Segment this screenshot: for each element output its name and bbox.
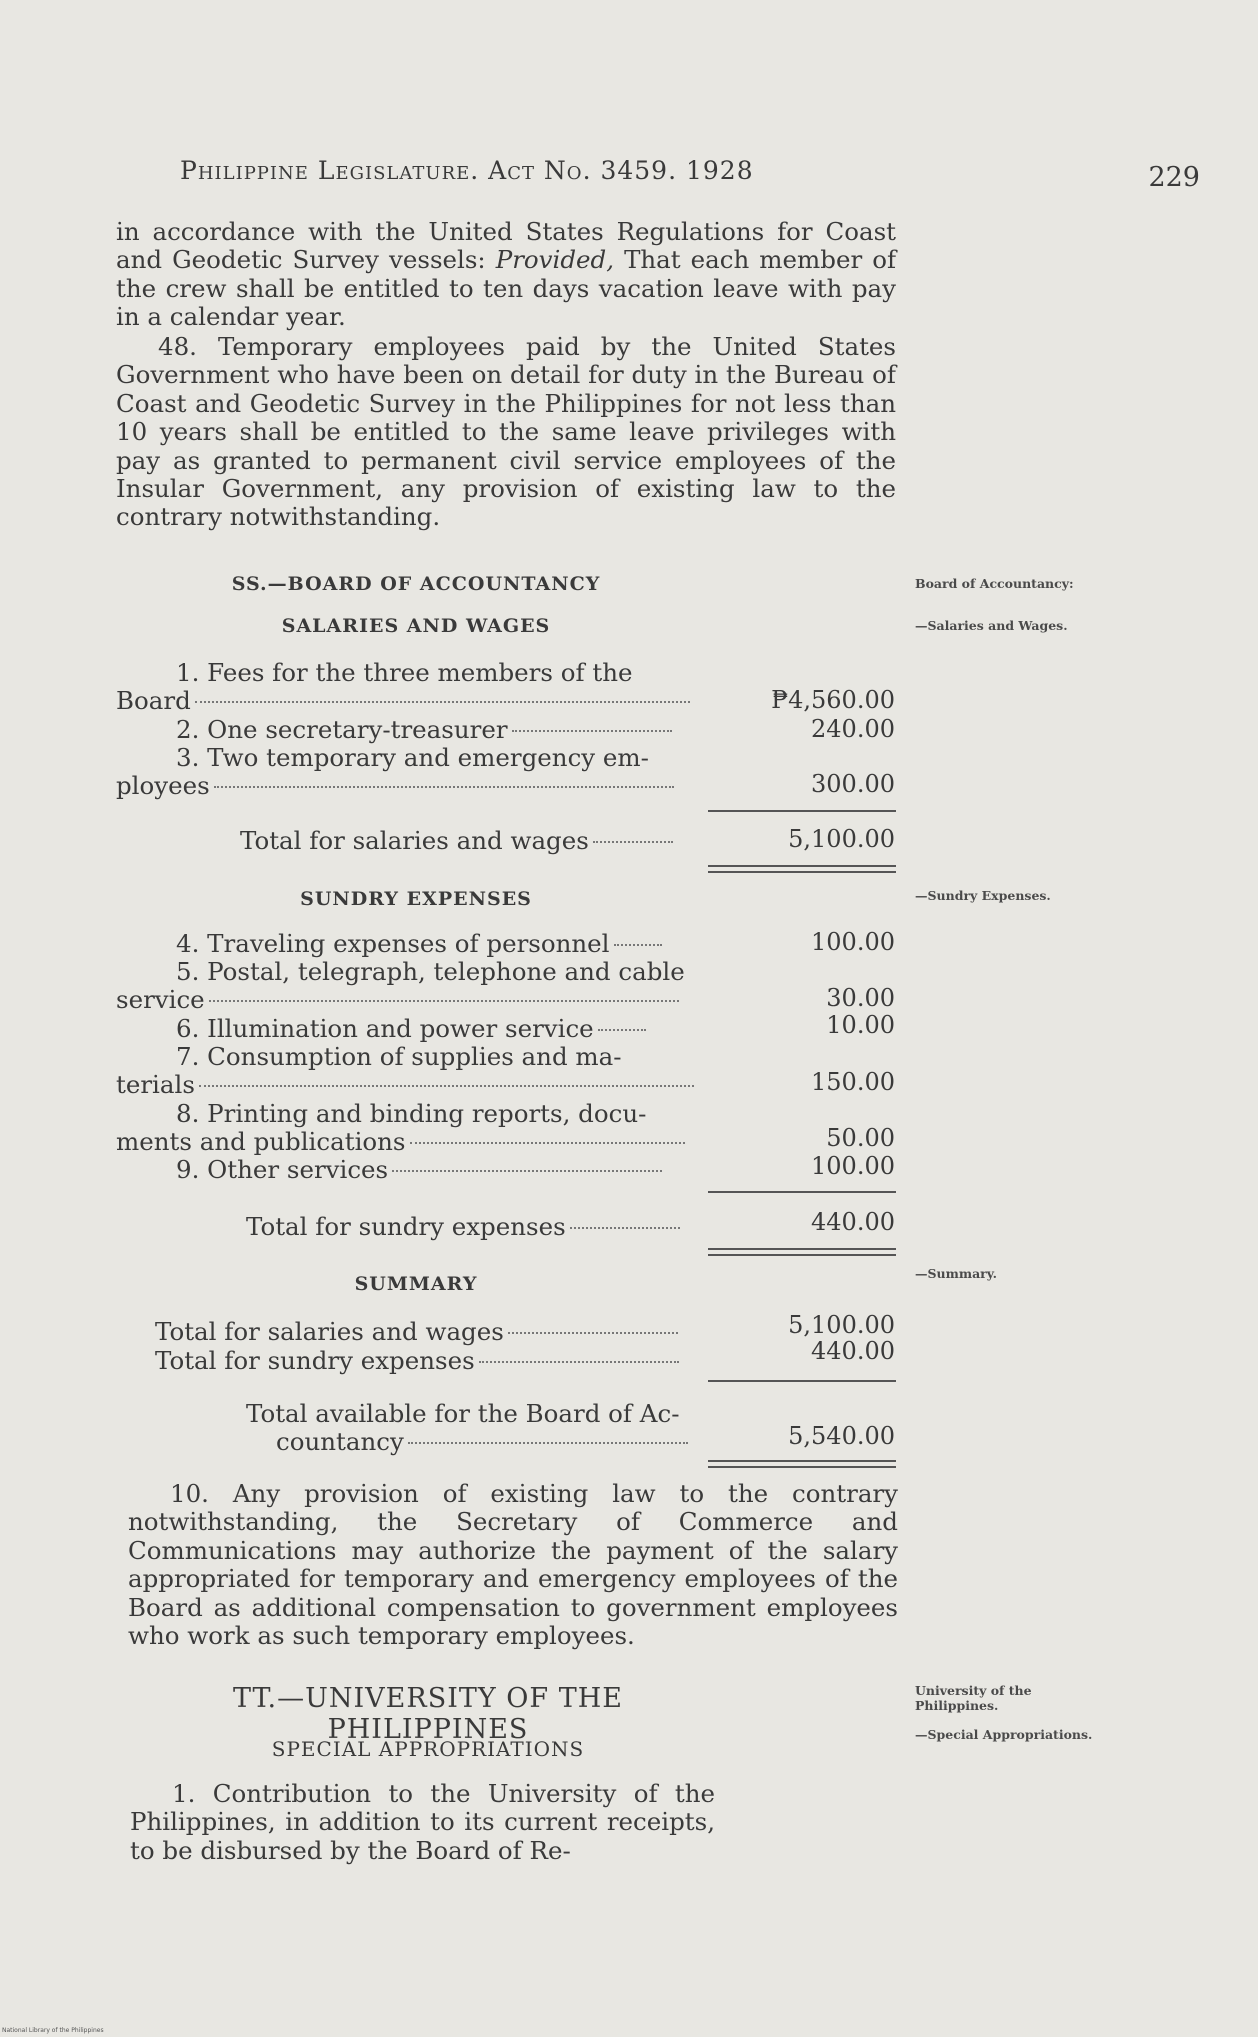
item-5: 5. Postal, telegraph, telephone and cable service [116,957,685,1015]
paragraph-48: 48. Temporary employees paid by the United States Government who have been on detail for duty in the Bureau of Coast and Geodetic Survey in the Philippines for not less than 10 years shall be entitled to the same leave privileges with pay as granted to permanent civil service employees of the Insular Government, any provision of existing law to the contrary notwithstanding. [116,332,896,532]
item-7: 7. Consumption of supplies and ma- terials [116,1043,716,1100]
amount-3: 300.00 [811,770,895,798]
summary-salaries-label: Total for salaries and wages [155,1318,711,1346]
page-number: 229 [1148,162,1200,193]
salaries-heading: SALARIES AND WAGES [281,615,551,637]
margin-note-salaries: —Salaries and Wages. [915,618,1068,633]
item-2: 2. One secretary-treasurer [116,716,716,744]
item-1: 1. Fees for the three members of the Board [116,659,716,716]
amount-6: 10.00 [826,1011,895,1039]
margin-note-board: Board of Accountancy: [915,576,1074,591]
item-8: 8. Printing and binding reports, docu- ments and publications [116,1100,716,1157]
summary-sundry-amount: 440.00 [811,1337,895,1365]
section-tt-heading: TT.—UNIVERSITY OF THE PHILIPPINES [232,1683,623,1745]
margin-note-university: University of the Philippines. [915,1683,1032,1713]
amount-9: 100.00 [811,1152,895,1180]
margin-note-summary: —Summary. [915,1266,997,1281]
summary-sundry-label: Total for sundry expenses [155,1347,711,1375]
section-ss-heading: SS.—BOARD OF ACCOUNTANCY [231,573,601,595]
intro-paragraph: in accordance with the United States Regulations for Coast and Geodetic Survey vessels: Provided, That each member of the crew shall be entitled to ten days vacation leave with pay in a calendar year. [116,217,897,332]
double-rule-sundry [708,1248,896,1256]
total-salaries-amount: 5,100.00 [788,825,895,853]
page-header [180,156,1200,196]
summary-salaries-amount: 5,100.00 [788,1311,895,1339]
amount-2: 240.00 [811,715,895,743]
double-rule-salaries [708,865,896,873]
double-rule-grand [708,1460,896,1468]
amount-8: 50.00 [826,1124,895,1152]
total-salaries-label: Total for salaries and wages [240,827,710,855]
item-6: 6. Illumination and power service [116,1015,716,1043]
paragraph-10: 10. Any provision of existing law to the contrary notwithstanding, the Secretary of Commerce and Communications may authorize the payment of the salary appropriated for temporary and emergency employees of the Board as additional compensation to government employees who work as such temporary employees. [128,1479,898,1651]
margin-note-special: —Special Appropriations. [915,1727,1093,1742]
amount-7: 150.00 [811,1068,895,1096]
amount-1: ₱4,560.00 [771,686,895,714]
total-sundry-label: Total for sundry expenses [246,1213,710,1241]
item-4: 4. Traveling expenses of personnel [116,930,716,958]
grand-total-amount: 5,540.00 [788,1422,895,1450]
item-9: 9. Other services [116,1156,716,1184]
item-3: 3. Two temporary and emergency em- ployees [116,744,716,801]
sundry-heading: SUNDRY EXPENSES [300,888,532,910]
grand-total-label: Total available for the Board of Ac- countancy [246,1400,710,1457]
rule-salaries [708,810,896,812]
tt-paragraph-1: 1. Contribution to the University of the Philippines, in addition to its current receipts, to be disbursed by the Board of Re- [130,1779,715,1865]
margin-note-sundry: —Sundry Expenses. [915,888,1051,903]
summary-heading: SUMMARY [354,1273,478,1295]
amount-5: 30.00 [826,984,895,1012]
total-sundry-amount: 440.00 [811,1208,895,1236]
rule-sundry [708,1191,896,1193]
special-appropriations-heading: SPECIAL APPROPRIATIONS [271,1737,585,1761]
running-title: Philippine Legislature. Act No. 3459. 1928 [180,156,754,185]
amount-4: 100.00 [811,928,895,956]
rule-summary [708,1380,896,1382]
footer-credit: National Library of the Philippines [2,2027,104,2034]
